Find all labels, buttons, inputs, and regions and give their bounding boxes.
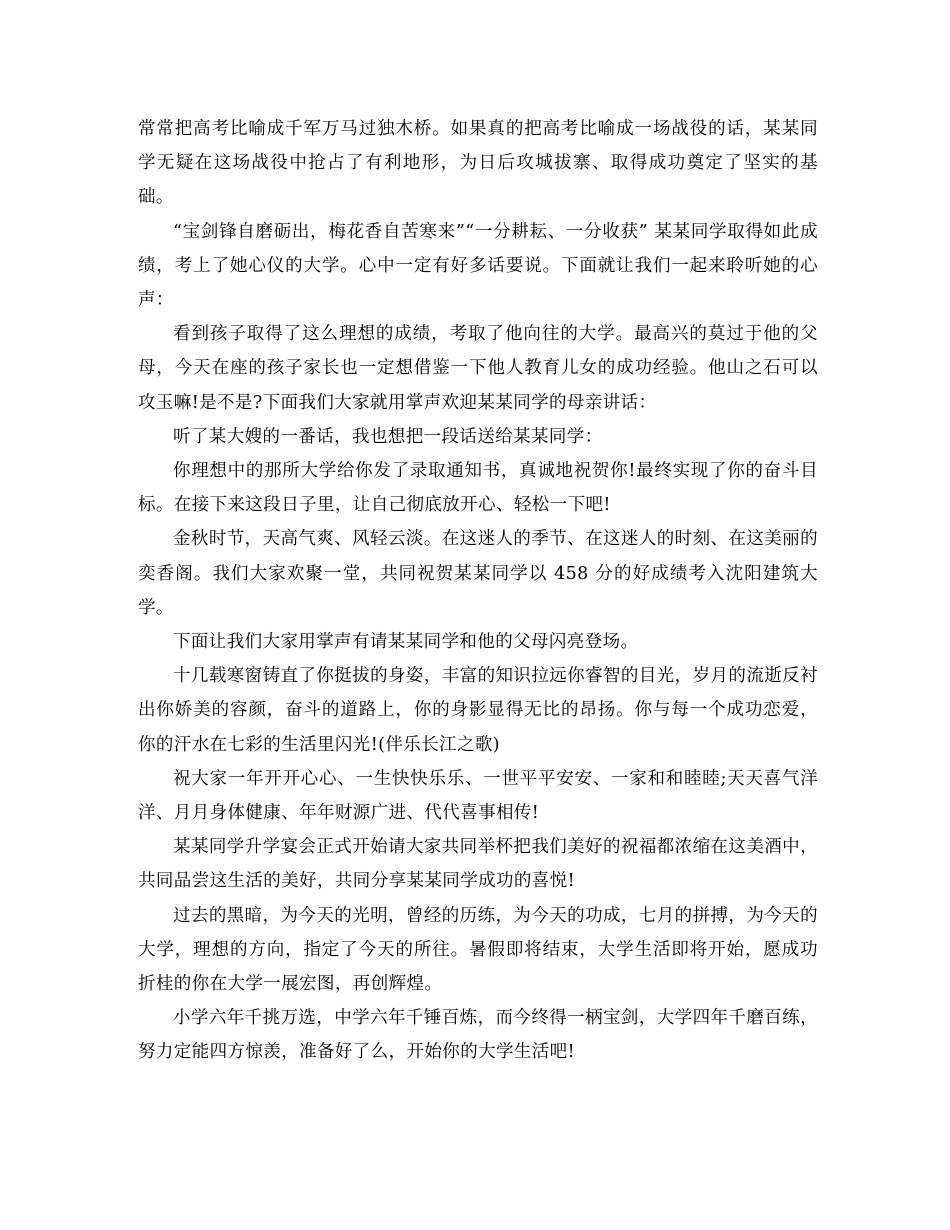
- paragraph-1: 常常把高考比喻成千军万马过独木桥。如果真的把高考比喻成一场战役的话，某某同学无疑在这场战役中抢占了有利地形，为日后攻城拔寨、取得成功奠定了坚实的基础。: [138, 119, 818, 208]
- paragraph-2: “宝剑锋自磨砺出，梅花香自苦寒来”“一分耕耘、一分收获” 某某同学取得如此成绩，考上了她心仪的大学。心中一定有好多话要说。下面就让我们一起来聆听她的心声：: [138, 221, 818, 311]
- paragraph-4: 听了某大嫂的一番话，我也想把一段话送给某某同学：: [173, 426, 603, 447]
- paragraph-5: 你理想中的那所大学给你发了录取通知书，真诚地祝贺你!最终实现了你的奋斗目标。在接下来这段日子里，让自己彻底放开心、轻松一下吧!: [138, 461, 818, 516]
- paragraph-10: 某某同学升学宴会正式开始请大家共同举杯把我们美好的祝福都浓缩在这美酒中，共同品尝这生活的美好，共同分享某某同学成功的喜悦!: [138, 837, 818, 892]
- paragraph-7: 下面让我们大家用掌声有请某某同学和他的父母闪亮登场。: [173, 632, 639, 653]
- paragraph-6: 金秋时节，天高气爽、风轻云淡。在这迷人的季节、在这迷人的时刻、在这美丽的奕香阁。我们大家欢聚一堂，共同祝贺某某同学以 458 分的好成绩考入沈阳建筑大学。: [138, 529, 818, 618]
- paragraph-9: 祝大家一年开开心心、一生快快乐乐、一世平平安安、一家和和睦睦;天天喜气洋洋、月月身体健康、年年财源广进、代代喜事相传!: [138, 768, 818, 824]
- paragraph-11: 过去的黑暗，为今天的光明，曾经的历练，为今天的功成，七月的拼搏，为今天的大学，理想的方向，指定了今天的所往。暑假即将结束，大学生活即将开始，愿成功折桂的你在大学一展宏图，再创辉煌。: [138, 905, 818, 995]
- paragraph-8: 十几载寒窗铸直了你挺拔的身姿，丰富的知识拉远你睿智的目光，岁月的流逝反衬出你娇美的容颜，奋斗的道路上，你的身影显得无比的昂扬。你与每一个成功恋爱，你的汗水在七彩的生活里闪光!(伴乐长江之歌): [138, 666, 818, 755]
- paragraph-3: 看到孩子取得了这么理想的成绩，考取了他向往的大学。最高兴的莫过于他的父母，今天在座的孩子家长也一定想借鉴一下他人教育儿女的成功经验。他山之石可以攻玉嘛!是不是?下面我们大家就用掌声欢迎某某同学的母亲讲话：: [138, 324, 818, 413]
- document-body: [138, 112, 818, 1070]
- paragraph-12: 小学六年千挑万选，中学六年千锤百炼，而今终得一柄宝剑，大学四年千磨百练，努力定能四方惊羡，准备好了么，开始你的大学生活吧!: [138, 1008, 818, 1063]
